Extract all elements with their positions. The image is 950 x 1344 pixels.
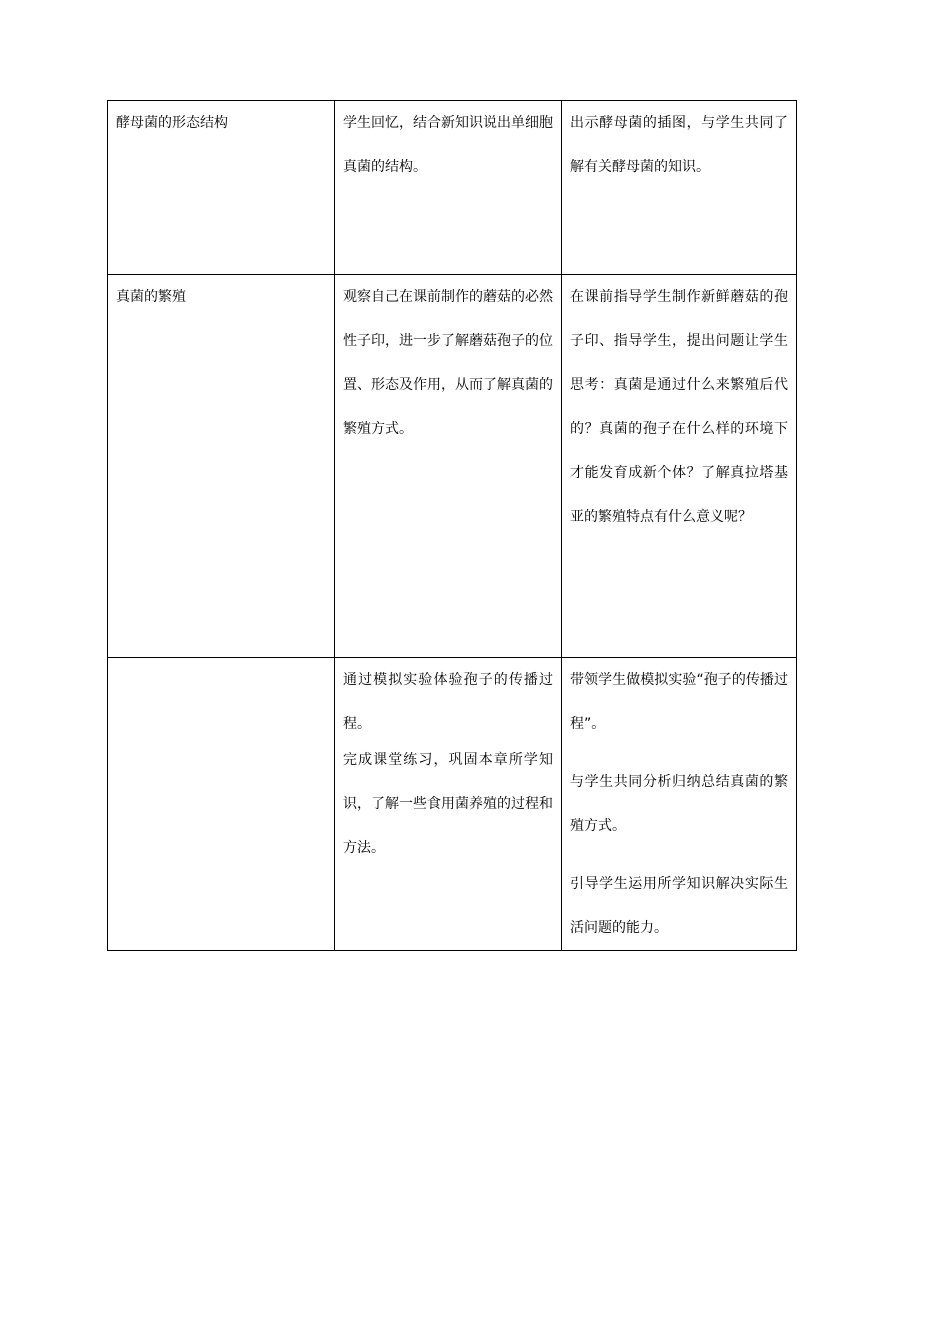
table-row — [108, 658, 797, 951]
teacher-activity-cell — [562, 658, 797, 951]
topic-cell — [108, 658, 335, 951]
teacher-activity-text: 带领学生做模拟实验“孢子的传播过程”。 — [570, 672, 788, 732]
student-activity-cell — [335, 658, 562, 951]
student-activity-cell — [335, 101, 562, 275]
topic-cell — [108, 275, 335, 658]
table-row — [108, 101, 797, 275]
teacher-activity-cell — [562, 275, 797, 658]
table-row — [108, 275, 797, 658]
lesson-plan-table — [107, 100, 797, 951]
teacher-activity-text: 在课前指导学生制作新鲜蘑菇的孢子印、指导学生，提出问题让学生思考：真菌是通过什么来繁殖后代的？真菌的孢子在什么样的环境下才能发育成新个体？了解真拉塔基亚的繁殖特点有什么意义呢？ — [570, 289, 788, 525]
teacher-activity-text: 与学生共同分析归纳总结真菌的繁殖方式。 — [570, 774, 788, 834]
student-activity-text: 通过模拟实验体验孢子的传播过程。 — [343, 672, 553, 732]
teacher-activity-cell — [562, 101, 797, 275]
teacher-activity-text: 引导学生运用所学知识解决实际生活问题的能力。 — [570, 876, 788, 936]
topic-cell — [108, 101, 335, 275]
student-activity-text: 观察自己在课前制作的蘑菇的必然性子印，进一步了解蘑菇孢子的位置、形态及作用，从而了解真菌的繁殖方式。 — [343, 289, 553, 437]
student-activity-cell — [335, 275, 562, 658]
student-activity-text: 学生回忆，结合新知识说出单细胞真菌的结构。 — [343, 115, 553, 175]
topic-text: 酵母菌的形态结构 — [116, 115, 228, 131]
topic-text: 真菌的繁殖 — [116, 289, 186, 305]
teacher-activity-text: 出示酵母菌的插图，与学生共同了解有关酵母菌的知识。 — [570, 115, 788, 175]
student-activity-text: 完成课堂练习，巩固本章所学知识，了解一些食用菌养殖的过程和方法。 — [343, 752, 553, 856]
